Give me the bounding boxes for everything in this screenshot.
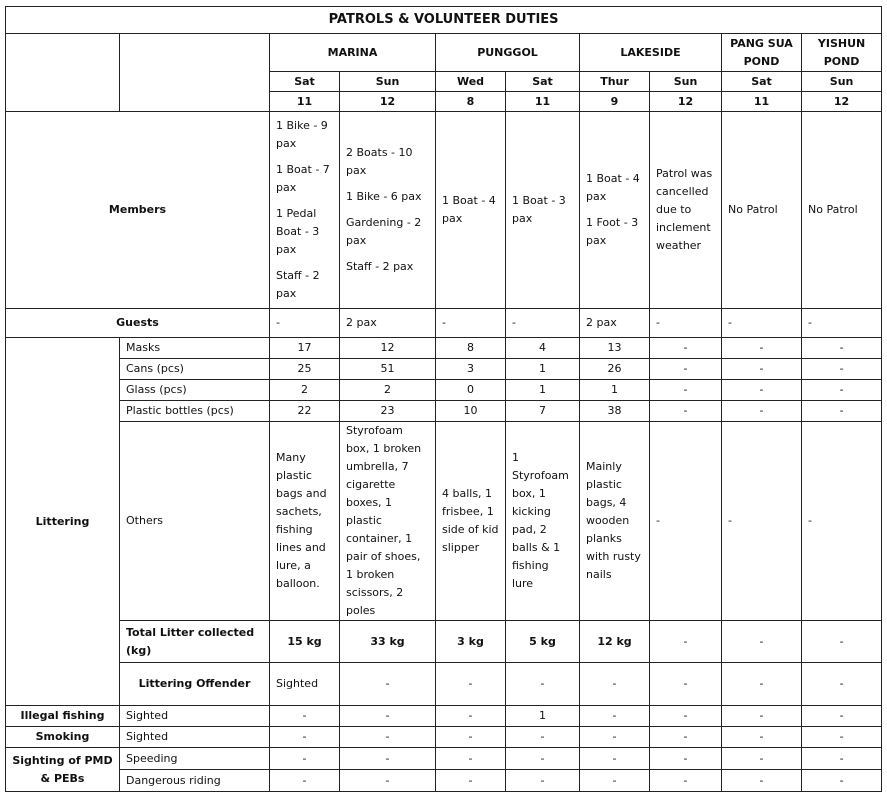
members-line: 1 Boat - 7 pax xyxy=(276,163,330,194)
others-cell: - xyxy=(802,422,882,621)
value-cell: - xyxy=(650,748,722,770)
others-cell: Mainly plastic bags, 4 wooden planks with rusty nails xyxy=(580,422,650,621)
smoking-sub-label: Sighted xyxy=(120,727,270,748)
value-cell: - xyxy=(802,338,882,359)
total-cell: 3 kg xyxy=(436,621,506,663)
littering-sub-label: Cans (pcs) xyxy=(120,359,270,380)
value-cell: - xyxy=(270,748,340,770)
pmd-row-speeding xyxy=(6,748,882,770)
location-yishun-pond: YISHUN POND xyxy=(802,34,882,72)
value-cell: 2 xyxy=(270,380,340,401)
littering-label: Littering xyxy=(6,338,120,706)
value-cell: - xyxy=(506,663,580,706)
day-cell: Thur xyxy=(580,72,650,92)
value-cell: - xyxy=(802,401,882,422)
others-cell: - xyxy=(650,422,722,621)
value-cell: 10 xyxy=(436,401,506,422)
offender-sub-label: Sighted xyxy=(270,663,340,706)
value-cell: 0 xyxy=(436,380,506,401)
littering-row-plastic-bottles xyxy=(6,401,882,422)
members-line: Staff - 2 pax xyxy=(346,260,414,273)
others-cell: 1 Styrofoam box, 1 kicking pad, 2 balls & 1 fishing lure xyxy=(506,422,580,621)
value-cell: - xyxy=(436,770,506,792)
members-cell xyxy=(436,112,506,309)
value-cell: - xyxy=(580,663,650,706)
value-cell: - xyxy=(340,663,436,706)
members-line: Gardening - 2 pax xyxy=(346,216,422,247)
guests-cell: - xyxy=(722,309,802,338)
members-line: No Patrol xyxy=(808,203,858,216)
members-cell xyxy=(650,112,722,309)
value-cell: 26 xyxy=(580,359,650,380)
value-cell: - xyxy=(802,727,882,748)
value-cell: 3 xyxy=(436,359,506,380)
date-cell: 9 xyxy=(580,92,650,112)
day-cell: Sat xyxy=(722,72,802,92)
day-cell: Sun xyxy=(802,72,882,92)
value-cell: 12 xyxy=(340,338,436,359)
value-cell: 38 xyxy=(580,401,650,422)
members-line: No Patrol xyxy=(728,203,778,216)
fishing-label: Illegal fishing xyxy=(6,706,120,727)
value-cell: - xyxy=(340,770,436,792)
value-cell: - xyxy=(270,770,340,792)
members-cell xyxy=(506,112,580,309)
littering-row-others xyxy=(6,422,882,621)
date-cell: 12 xyxy=(802,92,882,112)
pmd-row-dangerous-riding xyxy=(6,770,882,792)
location-punggol: PUNGGOL xyxy=(436,34,580,72)
value-cell: - xyxy=(650,380,722,401)
value-cell: 1 xyxy=(506,380,580,401)
location-lakeside: LAKESIDE xyxy=(580,34,722,72)
value-cell: 17 xyxy=(270,338,340,359)
value-cell: - xyxy=(802,380,882,401)
fishing-row xyxy=(6,706,882,727)
guests-cell: - xyxy=(802,309,882,338)
value-cell: 4 xyxy=(506,338,580,359)
value-cell: 22 xyxy=(270,401,340,422)
value-cell: - xyxy=(436,663,506,706)
date-cell: 12 xyxy=(650,92,722,112)
others-cell: - xyxy=(722,422,802,621)
value-cell: - xyxy=(506,727,580,748)
date-cell: 11 xyxy=(270,92,340,112)
total-cell: - xyxy=(802,621,882,663)
value-cell: - xyxy=(722,706,802,727)
pmd-label: Sighting of PMD & PEBs xyxy=(6,748,120,792)
pmd-sub-label: Dangerous riding xyxy=(120,770,270,792)
littering-row-cans xyxy=(6,359,882,380)
total-cell: 5 kg xyxy=(506,621,580,663)
date-cell: 11 xyxy=(506,92,580,112)
littering-row-masks xyxy=(6,338,882,359)
total-cell: - xyxy=(650,621,722,663)
location-marina: MARINA xyxy=(270,34,436,72)
members-cell xyxy=(270,112,340,309)
littering-row-glass xyxy=(6,380,882,401)
members-cell xyxy=(340,112,436,309)
value-cell: 23 xyxy=(340,401,436,422)
value-cell: - xyxy=(340,748,436,770)
value-cell: - xyxy=(802,748,882,770)
members-cell xyxy=(802,112,882,309)
value-cell: 7 xyxy=(506,401,580,422)
day-cell: Sat xyxy=(270,72,340,92)
header-empty-1 xyxy=(6,34,120,112)
guests-row xyxy=(6,309,882,338)
value-cell: - xyxy=(650,706,722,727)
value-cell: - xyxy=(802,770,882,792)
date-cell: 8 xyxy=(436,92,506,112)
total-cell: - xyxy=(722,621,802,663)
value-cell: - xyxy=(436,748,506,770)
guests-cell: - xyxy=(650,309,722,338)
value-cell: - xyxy=(722,727,802,748)
value-cell: - xyxy=(506,770,580,792)
value-cell: - xyxy=(340,706,436,727)
offender-row xyxy=(6,663,882,706)
guests-cell: - xyxy=(270,309,340,338)
value-cell: - xyxy=(580,706,650,727)
guests-cell: 2 pax xyxy=(580,309,650,338)
value-cell: 25 xyxy=(270,359,340,380)
members-line: 1 Boat - 3 pax xyxy=(512,194,566,225)
members-cell xyxy=(722,112,802,309)
others-cell: Many plastic bags and sachets, fishing lines and lure, a balloon. xyxy=(270,422,340,621)
day-cell: Sat xyxy=(506,72,580,92)
location-pang-sua-pond: PANG SUA POND xyxy=(722,34,802,72)
smoking-label: Smoking xyxy=(6,727,120,748)
value-cell: - xyxy=(650,338,722,359)
value-cell: - xyxy=(580,727,650,748)
date-cell: 11 xyxy=(722,92,802,112)
date-cell: 12 xyxy=(340,92,436,112)
value-cell: - xyxy=(506,748,580,770)
members-line: 1 Foot - 3 pax xyxy=(586,216,639,247)
value-cell: - xyxy=(722,401,802,422)
members-line: 1 Boat - 4 pax xyxy=(586,172,640,203)
littering-sub-label: Glass (pcs) xyxy=(120,380,270,401)
value-cell: - xyxy=(650,727,722,748)
members-line: 1 Bike - 9 pax xyxy=(276,119,328,150)
value-cell: - xyxy=(722,359,802,380)
members-line: 1 Pedal Boat - 3 pax xyxy=(276,207,320,256)
value-cell: - xyxy=(650,663,722,706)
value-cell: - xyxy=(650,770,722,792)
table-title: PATROLS & VOLUNTEER DUTIES xyxy=(6,7,882,34)
value-cell: - xyxy=(722,748,802,770)
smoking-row xyxy=(6,727,882,748)
guests-cell: - xyxy=(436,309,506,338)
value-cell: 13 xyxy=(580,338,650,359)
littering-sub-label: Masks xyxy=(120,338,270,359)
header-empty-2 xyxy=(120,34,270,112)
guests-cell: 2 pax xyxy=(340,309,436,338)
members-line: 2 Boats - 10 pax xyxy=(346,146,413,177)
value-cell: - xyxy=(650,359,722,380)
value-cell: 51 xyxy=(340,359,436,380)
total-cell: 12 kg xyxy=(580,621,650,663)
value-cell: 2 xyxy=(340,380,436,401)
value-cell: - xyxy=(722,338,802,359)
value-cell: - xyxy=(270,706,340,727)
value-cell: - xyxy=(650,401,722,422)
others-cell: Styrofoam box, 1 broken umbrella, 7 cigarette boxes, 1 plastic container, 1 pair of shoes, 1 broken scissors, 2 poles xyxy=(340,422,436,621)
value-cell: - xyxy=(802,663,882,706)
title-row xyxy=(6,7,882,34)
littering-row-total xyxy=(6,621,882,663)
value-cell: - xyxy=(340,727,436,748)
value-cell: - xyxy=(802,359,882,380)
value-cell: 1 xyxy=(506,359,580,380)
duties-document xyxy=(5,6,881,792)
members-line: 1 Boat - 4 pax xyxy=(442,194,496,225)
fishing-sub-label: Sighted xyxy=(120,706,270,727)
value-cell: - xyxy=(802,706,882,727)
offender-label: Littering Offender xyxy=(120,663,270,706)
guests-label: Guests xyxy=(6,309,270,338)
value-cell: - xyxy=(270,727,340,748)
littering-sub-label: Plastic bottles (pcs) xyxy=(120,401,270,422)
members-line: 1 Bike - 6 pax xyxy=(346,190,422,203)
total-cell: 15 kg xyxy=(270,621,340,663)
value-cell: 1 xyxy=(506,706,580,727)
value-cell: - xyxy=(722,663,802,706)
members-line: Staff - 2 pax xyxy=(276,269,320,300)
duties-table xyxy=(5,6,882,792)
members-line: Patrol was cancelled due to inclement weather xyxy=(656,167,713,252)
value-cell: - xyxy=(436,727,506,748)
members-label: Members xyxy=(6,112,270,309)
value-cell: - xyxy=(722,380,802,401)
value-cell: - xyxy=(722,770,802,792)
total-cell: 33 kg xyxy=(340,621,436,663)
location-header-row xyxy=(6,34,882,72)
pmd-sub-label: Speeding xyxy=(120,748,270,770)
day-cell: Wed xyxy=(436,72,506,92)
day-cell: Sun xyxy=(340,72,436,92)
value-cell: 1 xyxy=(580,380,650,401)
guests-cell: - xyxy=(506,309,580,338)
littering-sub-label: Others xyxy=(120,422,270,621)
others-cell: 4 balls, 1 frisbee, 1 side of kid slipper xyxy=(436,422,506,621)
littering-total-label: Total Litter collected (kg) xyxy=(120,621,270,663)
day-cell: Sun xyxy=(650,72,722,92)
members-cell xyxy=(580,112,650,309)
value-cell: 8 xyxy=(436,338,506,359)
value-cell: - xyxy=(436,706,506,727)
value-cell: - xyxy=(580,770,650,792)
members-row xyxy=(6,112,882,309)
value-cell: - xyxy=(580,748,650,770)
